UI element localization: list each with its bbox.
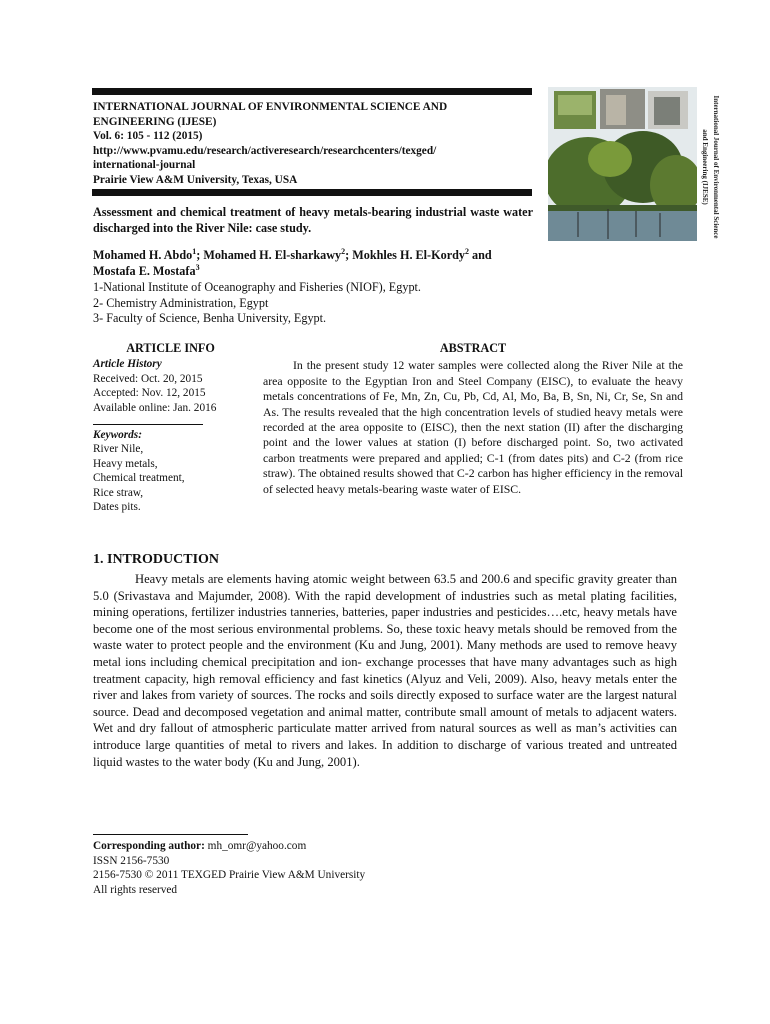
accepted-date: Accepted: Nov. 12, 2015 (93, 387, 206, 400)
article-info-heading: ARTICLE INFO (126, 341, 215, 355)
keywords-label: Keywords: (93, 429, 142, 442)
author-3-affil: 2 (464, 247, 469, 256)
keyword-item: Chemical treatment, (93, 472, 185, 485)
abstract (263, 341, 683, 497)
journal-name-line1: INTERNATIONAL JOURNAL OF ENVIRONMENTAL SCIENCE AND (93, 101, 448, 113)
article-info (93, 341, 253, 514)
footnote (93, 839, 493, 897)
keyword-item: Rice straw, (93, 486, 144, 499)
author-3: ; Mokhles H. El-Kordy (345, 248, 465, 262)
journal-header (93, 100, 533, 187)
abstract-text: In the present study 12 water samples were collected along the River Nile at the area opposite to the Egyptian Iron and Steel Company (EISC), to evaluate the heavy metals concentrations of Fe, Mn, Zn, Cu, Pb, Cd, Al, Mo, Ba, B, Sn, Ni, Cr, Se, Sn and As. The results revealed that the high concentration levels of studied heavy metals were recorded at the area opposite to (EISC), then the next station (II) after the discharging point and the lower values at station (I) before discharged point. So, two activated carbon treatments were prepared and applied; C-1 (from dates pits) and C-2 (from rice straw). The obtained results showed that C-2 carbon has higher efficiency in the removal of selected heavy metals-bearing waste water of EISC. (263, 358, 683, 496)
journal-volume: Vol. 6: 105 - 112 (2015) (93, 130, 203, 142)
author-2-affil: 2 (341, 247, 346, 256)
received-date: Received: Oct. 20, 2015 (93, 372, 203, 385)
paper-title: Assessment and chemical treatment of heavy metals-bearing industrial waste water discharged into the River Nile: case study. (93, 205, 533, 235)
author-4: Mostafa E. Mostafa (93, 264, 196, 278)
journal-name-line2: ENGINEERING (IJESE) (93, 115, 217, 128)
keyword-item: Heavy metals, (93, 457, 158, 470)
author-1-affil: 1 (192, 247, 197, 256)
issn: ISSN 2156-7530 (93, 854, 170, 867)
journal-url-line2[interactable]: international-journal (93, 159, 196, 171)
cover-side-caption-line2: and Engineering (IJESE) (701, 129, 709, 205)
footnote-rule (93, 834, 248, 835)
article-info-divider (93, 415, 203, 425)
affiliation-1: 1-National Institute of Oceanography and Fisheries (NIOF), Egypt. (93, 280, 421, 294)
keyword-item: River Nile, (93, 443, 144, 456)
author-4-affil: 3 (195, 263, 200, 272)
corresponding-author-label: Corresponding author: (93, 840, 205, 852)
author-and: and (468, 248, 492, 262)
introduction-text: Heavy metals are elements having atomic weight between 63.5 and 200.6 and specific gravity greater than 5.0 (Srivastava and Majumder, 2008). With the rapid development of industries such as metal plating facilities, mining operations, fertilizer industries tanneries, batteries, paper industries and pesticides….etc, heavy metals have become one of the most serious environmental problems. So, these toxic heavy metals should be removed from the waste water to protect people and the environment (Ku and Jung, 2001). Many methods are used to remove heavy metal ions including chemical precipitation and ion- exchange processes that have many advantages such as high treatment capacity, high removal efficiency and fast kinetics (Alyuz and Veli, 2009). Also, heavy metals enter the river and lakes from variety of sources. The rocks and soils directly exposed to surface water are the largest natural source. Dead and decomposed vegetation and animal matter, contribute small amount of metals to adjacent waters. Wet and dry fallout of atmospheric particulate matter arrived from natural sources as well as man’s activities can introduce large quantities of metal to rivers and lakes. In addition to discharge of various treated and untreated liquid wastes to the water body (Ku and Jung, 2001). (93, 572, 677, 769)
journal-cover-image (548, 87, 697, 241)
author-list (93, 247, 563, 279)
affiliation-3: 3- Faculty of Science, Benha University, Egypt. (93, 311, 327, 325)
header-top-rule (92, 88, 532, 95)
rights: All rights reserved (93, 883, 178, 896)
cover-side-caption (695, 92, 721, 242)
keyword-item: Dates pits. (93, 501, 141, 514)
corresponding-author-email[interactable]: mh_omr@yahoo.com (204, 840, 307, 852)
author-2: ; Mohamed H. El-sharkawy (196, 248, 342, 262)
journal-url-line1[interactable]: http://www.pvamu.edu/research/activeresearch/researchcenters/texged/ (93, 144, 437, 157)
journal-institution: Prairie View A&M University, Texas, USA (93, 173, 298, 186)
copyright: 2156-7530 © 2011 TEXGED Prairie View A&M University (93, 869, 366, 882)
cover-illustration (548, 87, 697, 241)
online-date: Available online: Jan. 2016 (93, 401, 217, 414)
abstract-heading: ABSTRACT (439, 341, 507, 355)
article-history-label: Article History (93, 358, 162, 371)
affiliations (93, 280, 563, 327)
affiliation-2: 2- Chemistry Administration, Egypt (93, 295, 269, 310)
cover-side-caption-line1: International Journal of Environmental Science (712, 95, 720, 239)
introduction-heading: 1. INTRODUCTION (93, 552, 220, 567)
header-bottom-rule (92, 189, 532, 196)
author-1: Mohamed H. Abdo (93, 248, 193, 262)
